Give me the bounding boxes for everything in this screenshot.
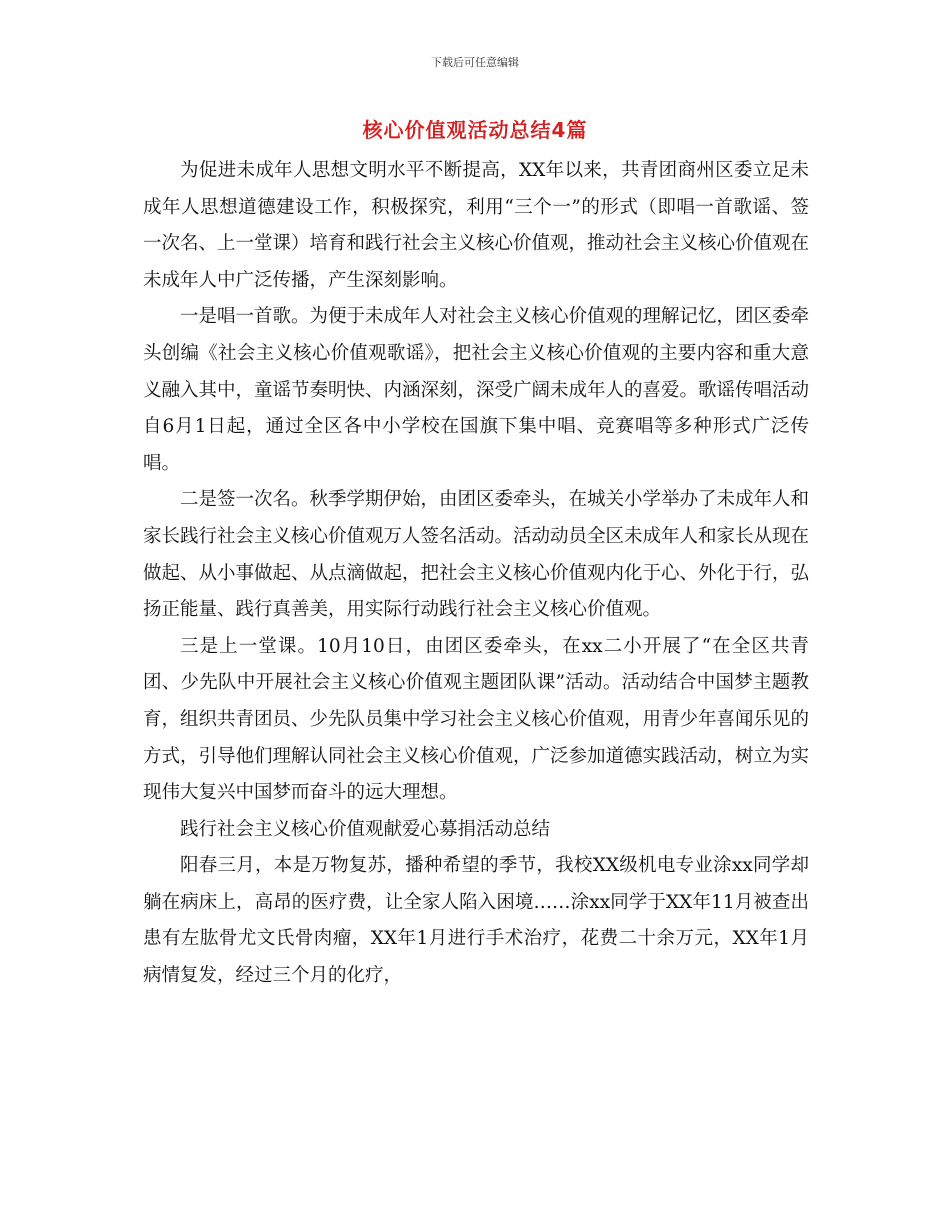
paragraph-sing-song: 一是唱一首歌。为便于未成年人对社会主义核心价值观的理解记忆，团区委牵头创编《社会主义核心价值观歌谣》，把社会主义核心价值观的主要内容和重大意义融入其中，童谣节奏明快、内涵深刻，深受广阔未成年人的喜爱。歌谣传唱活动自6月1日起，通过全区各中小学校在国旗下集中唱、竞赛唱等多种形式广泛传唱。 [143,306,810,474]
document-body [143,153,809,995]
paragraph-intro: 为促进未成年人思想文明水平不断提高，XX年以来，共青团商州区委立足未成年人思想道德建设工作，积极探究，利用“三个一”的形式（即唱一首歌谣、签一次名、上一堂课）培育和践行社会主义核心价值观，推动社会主义核心价值观在未成年人中广泛传播，产生深刻影响。 [143,160,810,291]
paragraph-donation: 阳春三月，本是万物复苏，播种希望的季节，我校XX级机电专业涂xx同学却躺在病床上，高昂的医疗费，让全家人陷入困境……涂xx同学于XX年11月被查出患有左肱骨尤文氏骨肉瘤，XX年1月进行手术治疗，花费二十余万元，XX年1月病情复发，经过三个月的化疗， [143,855,809,987]
paragraph-class-lesson: 三是上一堂课。10月10日，由团区委牵头，在xx二小开展了“在全区共青团、少先队中开展社会主义核心价值观主题团队课”活动。活动结合中国梦主题教育，组织共青团员、少先队员集中学习社会主义核心价值观，用青少年喜闻乐见的方式，引导他们理解认同社会主义核心价值观，广泛参加道德实践活动，树立为实现伟大复兴中国梦而奋斗的远大理想。 [143,635,810,804]
paragraph-sign-name: 二是签一次名。秋季学期伊始，由团区委牵头，在城关小学举办了未成年人和家长践行社会主义核心价值观万人签名活动。活动动员全区未成年人和家长从现在做起、从小事做起、从点滴做起，把社会主义核心价值观内化于心、外化于行，弘扬正能量、践行真善美，用实际行动践行社会主义核心价值观。 [143,489,810,621]
section-heading-donation: 践行社会主义核心价值观献爱心募捐活动总结 [180,818,551,840]
document-title: 核心价值观活动总结4篇 [362,118,588,142]
header-note: 下载后可任意编辑 [431,56,519,69]
